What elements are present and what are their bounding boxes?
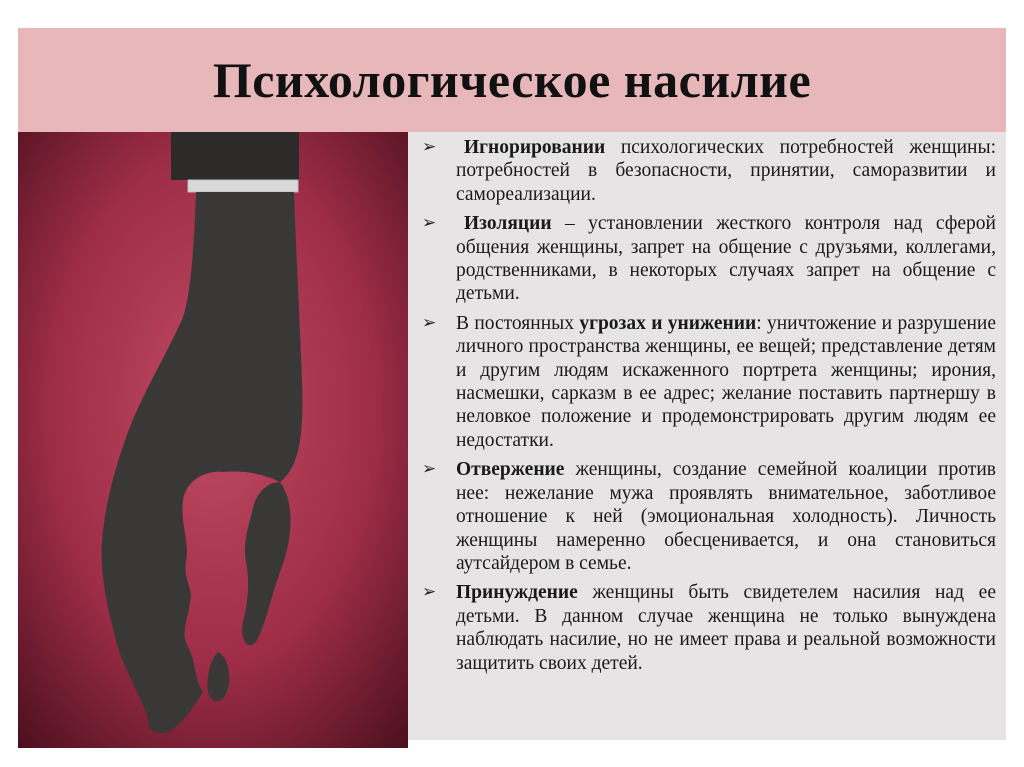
text-panel [408,132,1006,740]
list-item [422,581,996,675]
bullet-text: женщины, создание семейной коалиции против нее: нежелание мужа проявлять внимательное, заботливое отношение к ней (эмоциональная холодность). Личность женщины намеренно обесценивается, и она становиться аутсайдером в семье. [456,459,996,574]
bullet-text: : уничтожение и разрушение личного пространства женщины, ее вещей; представление детям и другим людям искаженного портрета женщины; ирония, насмешки, сарказм в ее адрес; желание поставить партнершу в неловкое положение и продемонстрировать другим людям ее недостатки. [456,312,996,451]
bullet-text: – установлении жесткого контроля над сферой общения женщины, запрет на общение с друзьями, коллегами, родственниками, в некоторых случаях запрет на общение с детьми. [456,213,996,305]
bullet-keyword: Отвержение [456,459,565,481]
bullet-keyword: Принуждение [456,582,578,604]
arrow-bullet-icon: ➢ [422,213,437,234]
list-item [422,136,996,206]
bullet-list [422,136,996,675]
slide-title: Психологическое насилие [212,52,812,108]
arrow-bullet-icon: ➢ [422,459,437,480]
list-item [422,458,996,575]
bullet-keyword: угрозах и унижении [579,312,757,334]
arrow-bullet-icon: ➢ [422,312,437,333]
bullet-prefix: В постоянных [456,312,580,334]
list-item [422,312,996,452]
title-bar [18,28,1006,132]
hand-silhouette-icon [18,132,408,748]
bullet-text: психологических потребностей женщины: потребностей в безопасности, принятии, саморазвитии и самореализации. [456,137,996,205]
illustration-panel [18,132,408,748]
bullet-text: женщины быть свидетелем насилия над ее детьми. В данном случае женщина не только вынуждена наблюдать насилие, но не имеет права и реальной возможности защитить своих детей. [456,582,996,674]
arrow-bullet-icon: ➢ [422,137,437,157]
arrow-bullet-icon: ➢ [422,582,437,603]
bullet-keyword: Изоляции [464,213,552,235]
list-item [422,212,996,306]
bullet-keyword: Игнорировании [464,137,606,158]
